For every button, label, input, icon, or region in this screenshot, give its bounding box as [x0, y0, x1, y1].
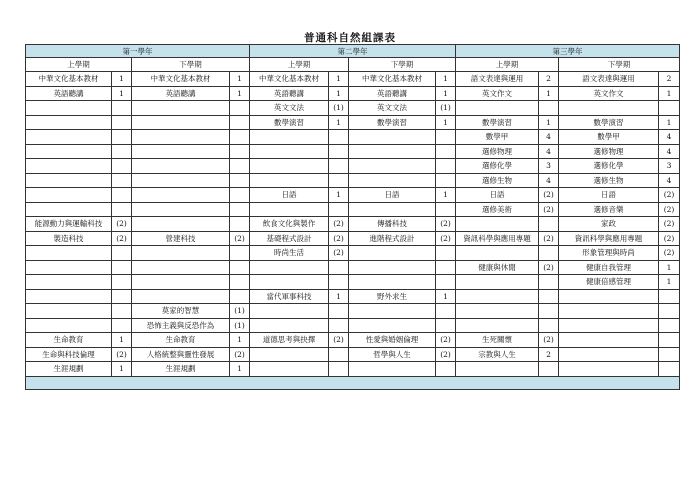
course-credit-cell — [230, 101, 250, 116]
course-name-cell — [132, 275, 230, 290]
course-name-cell — [132, 101, 230, 116]
course-name-cell — [250, 260, 329, 275]
course-credit-cell — [230, 217, 250, 232]
course-credit-cell: 1 — [436, 115, 456, 130]
course-credit-cell — [539, 289, 559, 304]
table-row — [26, 188, 680, 203]
course-name-cell — [559, 347, 659, 362]
course-name-cell: 中華文化基本教材 — [26, 72, 112, 87]
course-name-cell: 選修化學 — [456, 159, 539, 174]
course-name-cell — [26, 115, 112, 130]
course-credit-cell — [329, 318, 349, 333]
course-name-cell — [132, 159, 230, 174]
table-row — [26, 362, 680, 377]
course-name-cell — [250, 318, 329, 333]
table-row — [26, 333, 680, 348]
semester-header-row — [26, 58, 680, 72]
course-name-cell — [26, 260, 112, 275]
course-name-cell: 飲食文化與製作 — [250, 217, 329, 232]
course-credit-cell — [230, 115, 250, 130]
course-name-cell: 人格統整與靈性發展 — [132, 347, 230, 362]
course-name-cell — [250, 130, 329, 145]
course-credit-cell: 1 — [329, 86, 349, 101]
course-credit-cell: 1 — [539, 86, 559, 101]
course-credit-cell: (2) — [539, 231, 559, 246]
course-credit-cell — [329, 130, 349, 145]
course-name-cell: 數學演習 — [250, 115, 329, 130]
course-credit-cell — [112, 202, 132, 217]
footer-cell — [26, 376, 680, 389]
course-name-cell — [132, 246, 230, 261]
course-name-cell: 語文表達與運用 — [456, 72, 539, 87]
course-name-cell: 英語聽講 — [132, 86, 230, 101]
course-credit-cell — [659, 304, 680, 319]
course-name-cell: 生涯規劃 — [26, 362, 112, 377]
year-3-header: 第三學年 — [456, 45, 680, 58]
table-row — [26, 130, 680, 145]
course-credit-cell — [112, 304, 132, 319]
course-credit-cell: (2) — [230, 231, 250, 246]
course-name-cell — [132, 202, 230, 217]
course-credit-cell: (2) — [329, 217, 349, 232]
course-credit-cell — [230, 188, 250, 203]
course-name-cell: 選修音樂 — [559, 202, 659, 217]
table-row — [26, 72, 680, 87]
course-credit-cell: 1 — [329, 115, 349, 130]
course-credit-cell — [436, 362, 456, 377]
course-name-cell: 生死關懷 — [456, 333, 539, 348]
course-credit-cell: 4 — [539, 144, 559, 159]
course-name-cell: 性愛與婚姻倫理 — [349, 333, 436, 348]
table-row — [26, 304, 680, 319]
course-name-cell — [349, 173, 436, 188]
course-credit-cell — [230, 173, 250, 188]
course-name-cell: 英語聽講 — [349, 86, 436, 101]
course-name-cell — [26, 130, 112, 145]
course-credit-cell — [659, 347, 680, 362]
course-credit-cell: (2) — [436, 347, 456, 362]
course-name-cell: 選修美術 — [456, 202, 539, 217]
course-name-cell: 健康與休閒 — [456, 260, 539, 275]
semester-header: 下學期 — [132, 58, 250, 72]
course-name-cell: 恐怖主義與反恐作為 — [132, 318, 230, 333]
course-name-cell: 健康倍感管理 — [559, 275, 659, 290]
course-credit-cell — [112, 159, 132, 174]
course-credit-cell: 2 — [659, 72, 680, 87]
course-credit-cell: 1 — [112, 86, 132, 101]
course-credit-cell — [112, 275, 132, 290]
course-credit-cell — [112, 130, 132, 145]
table-row — [26, 115, 680, 130]
course-credit-cell: 1 — [436, 86, 456, 101]
course-credit-cell: 1 — [329, 188, 349, 203]
course-name-cell — [349, 130, 436, 145]
course-credit-cell — [539, 275, 559, 290]
course-credit-cell — [539, 246, 559, 261]
course-credit-cell — [539, 318, 559, 333]
course-name-cell — [456, 246, 539, 261]
course-credit-cell: 1 — [659, 86, 680, 101]
course-name-cell: 健康自我管理 — [559, 260, 659, 275]
course-name-cell: 日語 — [250, 188, 329, 203]
course-credit-cell — [329, 159, 349, 174]
course-credit-cell: 1 — [329, 289, 349, 304]
course-credit-cell: 1 — [436, 72, 456, 87]
course-name-cell — [132, 130, 230, 145]
page-title: 普通科自然組課表 — [304, 32, 396, 44]
course-name-cell: 進階程式設計 — [349, 231, 436, 246]
course-name-cell: 英文作文 — [456, 86, 539, 101]
course-credit-cell: 1 — [329, 72, 349, 87]
course-credit-cell: 1 — [230, 362, 250, 377]
course-name-cell: 選修生物 — [559, 173, 659, 188]
course-credit-cell — [112, 115, 132, 130]
course-name-cell: 野外求生 — [349, 289, 436, 304]
course-name-cell: 英語聽講 — [250, 86, 329, 101]
course-name-cell — [349, 362, 436, 377]
course-credit-cell — [112, 173, 132, 188]
course-credit-cell — [329, 304, 349, 319]
course-credit-cell: 3 — [659, 159, 680, 174]
course-name-cell — [26, 289, 112, 304]
course-credit-cell: (2) — [436, 217, 456, 232]
course-name-cell: 能源動力與運輸科技 — [26, 217, 112, 232]
course-name-cell — [250, 159, 329, 174]
course-credit-cell — [659, 101, 680, 116]
course-name-cell — [26, 101, 112, 116]
course-credit-cell — [539, 101, 559, 116]
course-credit-cell — [112, 101, 132, 116]
table-row — [26, 159, 680, 174]
course-credit-cell — [230, 130, 250, 145]
course-name-cell — [132, 260, 230, 275]
course-name-cell: 生命教育 — [132, 333, 230, 348]
course-name-cell: 選修化學 — [559, 159, 659, 174]
course-credit-cell: 1 — [112, 333, 132, 348]
course-name-cell: 英語聽講 — [26, 86, 112, 101]
semester-header: 上學期 — [26, 58, 132, 72]
course-name-cell: 中華文化基本教材 — [349, 72, 436, 87]
course-credit-cell — [329, 347, 349, 362]
course-name-cell — [456, 101, 539, 116]
course-credit-cell — [436, 144, 456, 159]
course-credit-cell: (2) — [112, 347, 132, 362]
course-credit-cell: 1 — [436, 188, 456, 203]
course-name-cell — [349, 304, 436, 319]
course-name-cell — [26, 318, 112, 333]
course-name-cell — [559, 318, 659, 333]
course-name-cell: 基礎程式設計 — [250, 231, 329, 246]
course-credit-cell: 3 — [539, 159, 559, 174]
semester-header: 上學期 — [456, 58, 559, 72]
course-credit-cell — [539, 217, 559, 232]
course-name-cell: 資訊科學與應用專題 — [559, 231, 659, 246]
course-credit-cell — [329, 144, 349, 159]
course-name-cell: 數學演習 — [456, 115, 539, 130]
table-row — [26, 260, 680, 275]
course-credit-cell: (1) — [436, 101, 456, 116]
course-name-cell — [559, 333, 659, 348]
course-credit-cell: 1 — [539, 115, 559, 130]
course-credit-cell — [436, 304, 456, 319]
course-name-cell: 營建科技 — [132, 231, 230, 246]
semester-header: 上學期 — [250, 58, 349, 72]
course-name-cell: 數學甲 — [456, 130, 539, 145]
course-credit-cell: 1 — [230, 333, 250, 348]
table-row — [26, 347, 680, 362]
course-credit-cell — [436, 173, 456, 188]
course-name-cell — [250, 362, 329, 377]
course-credit-cell: 4 — [659, 144, 680, 159]
course-name-cell — [456, 275, 539, 290]
course-credit-cell: (2) — [436, 231, 456, 246]
course-credit-cell: (2) — [659, 202, 680, 217]
course-name-cell — [349, 144, 436, 159]
table-row — [26, 202, 680, 217]
course-credit-cell — [230, 202, 250, 217]
course-name-cell — [26, 304, 112, 319]
course-name-cell: 資訊科學與應用專題 — [456, 231, 539, 246]
course-credit-cell — [329, 173, 349, 188]
course-credit-cell — [436, 246, 456, 261]
course-credit-cell: (2) — [436, 333, 456, 348]
course-name-cell — [349, 246, 436, 261]
course-name-cell: 形象管理與時尚 — [559, 246, 659, 261]
course-name-cell — [349, 318, 436, 333]
course-credit-cell — [230, 260, 250, 275]
year-1-header: 第一學年 — [26, 45, 250, 58]
course-credit-cell: (2) — [659, 217, 680, 232]
course-credit-cell: (2) — [329, 231, 349, 246]
course-credit-cell: (2) — [659, 188, 680, 203]
course-credit-cell: (2) — [329, 246, 349, 261]
course-credit-cell: 1 — [659, 115, 680, 130]
course-credit-cell — [659, 333, 680, 348]
course-credit-cell: (2) — [539, 202, 559, 217]
course-name-cell — [250, 347, 329, 362]
course-credit-cell — [230, 246, 250, 261]
course-name-cell: 中華文化基本教材 — [250, 72, 329, 87]
table-row — [26, 231, 680, 246]
course-credit-cell — [436, 260, 456, 275]
course-name-cell: 語文表達與運用 — [559, 72, 659, 87]
course-credit-cell — [329, 260, 349, 275]
table-row — [26, 275, 680, 290]
course-name-cell — [250, 144, 329, 159]
course-name-cell — [26, 188, 112, 203]
course-name-cell: 哲學與人生 — [349, 347, 436, 362]
course-credit-cell: 4 — [539, 130, 559, 145]
course-name-cell: 英文文法 — [250, 101, 329, 116]
course-name-cell: 選修生物 — [456, 173, 539, 188]
course-name-cell — [250, 304, 329, 319]
course-credit-cell — [112, 289, 132, 304]
course-name-cell: 日語 — [559, 188, 659, 203]
course-credit-cell: 4 — [659, 130, 680, 145]
footer-row — [26, 376, 680, 389]
course-name-cell — [559, 362, 659, 377]
course-credit-cell: (1) — [230, 318, 250, 333]
course-name-cell — [250, 275, 329, 290]
course-credit-cell: (1) — [329, 101, 349, 116]
course-credit-cell: 1 — [436, 289, 456, 304]
course-name-cell — [456, 289, 539, 304]
course-name-cell — [132, 115, 230, 130]
course-credit-cell: 1 — [230, 86, 250, 101]
course-credit-cell — [112, 318, 132, 333]
course-name-cell — [456, 217, 539, 232]
course-credit-cell: (1) — [230, 304, 250, 319]
course-credit-cell: (2) — [112, 231, 132, 246]
course-name-cell — [349, 260, 436, 275]
course-name-cell — [26, 246, 112, 261]
table-row — [26, 173, 680, 188]
semester-header: 下學期 — [559, 58, 680, 72]
course-name-cell — [559, 101, 659, 116]
course-credit-cell — [436, 318, 456, 333]
course-name-cell: 生命與科技倫理 — [26, 347, 112, 362]
course-credit-cell — [436, 130, 456, 145]
course-name-cell: 製造科技 — [26, 231, 112, 246]
course-credit-cell: 1 — [659, 260, 680, 275]
course-credit-cell: (2) — [230, 347, 250, 362]
table-row — [26, 101, 680, 116]
course-name-cell: 生命教育 — [26, 333, 112, 348]
course-credit-cell — [112, 246, 132, 261]
course-name-cell — [26, 144, 112, 159]
course-table — [25, 44, 680, 390]
course-credit-cell — [539, 362, 559, 377]
course-name-cell: 宗教與人生 — [456, 347, 539, 362]
course-credit-cell: 1 — [112, 362, 132, 377]
course-name-cell: 傳播科技 — [349, 217, 436, 232]
course-credit-cell: (2) — [329, 333, 349, 348]
course-credit-cell: 1 — [230, 72, 250, 87]
course-name-cell: 數學甲 — [559, 130, 659, 145]
semester-header: 下學期 — [349, 58, 456, 72]
course-name-cell — [132, 217, 230, 232]
course-credit-cell — [112, 144, 132, 159]
course-credit-cell — [230, 144, 250, 159]
course-name-cell: 英文作文 — [559, 86, 659, 101]
course-credit-cell — [436, 202, 456, 217]
year-header-row — [26, 45, 680, 58]
course-name-cell — [456, 362, 539, 377]
course-name-cell: 英文文法 — [349, 101, 436, 116]
course-name-cell: 日語 — [456, 188, 539, 203]
year-2-header: 第二學年 — [250, 45, 456, 58]
course-name-cell: 選修物理 — [559, 144, 659, 159]
course-name-cell — [559, 289, 659, 304]
course-name-cell: 時尚生活 — [250, 246, 329, 261]
course-credit-cell — [112, 188, 132, 203]
course-name-cell — [250, 202, 329, 217]
course-credit-cell — [112, 260, 132, 275]
course-name-cell: 家政 — [559, 217, 659, 232]
course-name-cell — [26, 275, 112, 290]
course-credit-cell: (2) — [112, 217, 132, 232]
course-credit-cell — [329, 202, 349, 217]
course-credit-cell: 1 — [112, 72, 132, 87]
course-credit-cell: (2) — [539, 333, 559, 348]
course-credit-cell — [230, 275, 250, 290]
course-credit-cell: 4 — [539, 173, 559, 188]
course-name-cell — [250, 173, 329, 188]
course-name-cell: 日語 — [349, 188, 436, 203]
course-credit-cell: 4 — [659, 173, 680, 188]
course-credit-cell — [230, 289, 250, 304]
table-row — [26, 86, 680, 101]
course-name-cell — [26, 202, 112, 217]
table-row — [26, 144, 680, 159]
table-row — [26, 217, 680, 232]
course-name-cell: 選修物理 — [456, 144, 539, 159]
course-name-cell: 道德思考與抉擇 — [250, 333, 329, 348]
course-credit-cell — [436, 275, 456, 290]
course-name-cell — [26, 159, 112, 174]
course-name-cell: 數學演習 — [559, 115, 659, 130]
course-name-cell — [132, 188, 230, 203]
course-credit-cell — [659, 289, 680, 304]
course-name-cell: 中華文化基本教材 — [132, 72, 230, 87]
course-name-cell — [456, 318, 539, 333]
course-name-cell — [349, 275, 436, 290]
course-credit-cell: 1 — [659, 275, 680, 290]
course-credit-cell: (2) — [659, 231, 680, 246]
course-name-cell — [26, 173, 112, 188]
course-name-cell: 數學演習 — [349, 115, 436, 130]
course-name-cell: 當代軍事科技 — [250, 289, 329, 304]
course-name-cell — [132, 289, 230, 304]
course-name-cell — [456, 304, 539, 319]
course-name-cell — [349, 159, 436, 174]
course-name-cell — [559, 304, 659, 319]
course-name-cell — [349, 202, 436, 217]
course-credit-cell — [329, 362, 349, 377]
course-name-cell — [132, 173, 230, 188]
course-credit-cell — [659, 362, 680, 377]
table-row — [26, 246, 680, 261]
course-credit-cell — [539, 304, 559, 319]
table-row — [26, 318, 680, 333]
course-credit-cell — [329, 275, 349, 290]
course-name-cell: 生涯規劃 — [132, 362, 230, 377]
course-credit-cell: 2 — [539, 347, 559, 362]
course-credit-cell — [659, 318, 680, 333]
course-name-cell — [132, 144, 230, 159]
course-credit-cell: (2) — [539, 260, 559, 275]
course-name-cell: 莫家的智慧 — [132, 304, 230, 319]
course-credit-cell — [230, 159, 250, 174]
course-credit-cell — [436, 159, 456, 174]
course-credit-cell: (2) — [539, 188, 559, 203]
course-credit-cell: 2 — [539, 72, 559, 87]
course-credit-cell: (2) — [659, 246, 680, 261]
table-row — [26, 289, 680, 304]
